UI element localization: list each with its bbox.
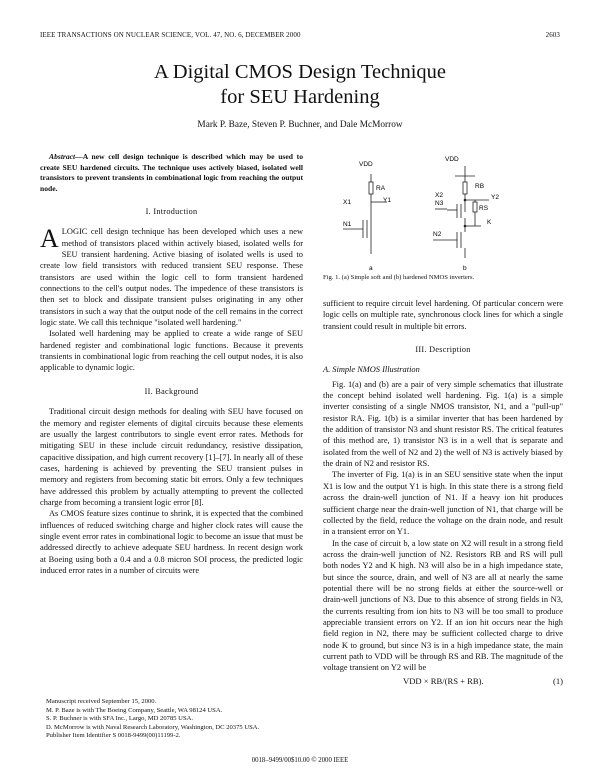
intro-paragraph-2: Isolated well hardening may be applied to create a wide range of SEU hardened register and combinational logic functions. Because it prevents transients in combinational logic from reaching the cell output nodes, it is also applicable to dynamic logic. [40,329,303,373]
equation-1 [323,676,563,687]
paper-title [0,60,600,110]
figure-1-schematic [323,152,563,284]
journal-name: IEEE TRANSACTIONS ON NUCLEAR SCIENCE, VOL. 47, NO. 6, DECEMBER 2000 [40,31,301,39]
drop-cap: A [40,224,59,254]
background-paragraph-1: Traditional circuit design methods for dealing with SEU have focused on the memory and register elements of digital circuits because these elements are usually the largest contributors to single event error rates. Methods for mitigating SEU in these include circuit redundancy, resistive dissipation, capacitive dissipation, and high current recovery [1]–[7]. In nearly all of these cases, hardening is achieved by preventing the SEU transient pulses in memory and registers from becoming static bit errors. Only a few techniques have addressed this problem by actually attempting to prevent the collected charge from becoming a transient logic error [8]. [40,407,303,507]
left-column [40,152,303,576]
label-n1: N1 [343,221,352,228]
section-heading-introduction: I. Introduction [145,207,198,216]
label-sub-a: a [369,265,373,272]
label-y1: Y1 [383,197,391,204]
page-number: 2603 [545,31,560,39]
abstract [40,152,303,194]
right-column [323,298,563,687]
label-y2: Y2 [491,194,499,201]
running-header [40,31,560,39]
title-line-2: for SEU Hardening [220,86,380,108]
section-heading-background: II. Background [144,386,199,396]
background-paragraph-2: As CMOS feature sizes continue to shrink, it is expected that the combined influences of reduced switching charge and higher clock rates will cause the single event error rates in combinational logic to become an issue that must be addressed directly to achieve adequate SEU hardness. In recent design work at Boeing using both a 0.4 and a 0.8 micron SOI process, the predicted logic induced error rates in a number of circuits were [40,509,303,575]
label-vdd-b: VDD [445,156,459,163]
label-ra: RA [376,185,386,192]
label-vdd-a: VDD [359,161,373,168]
label-k: K [487,219,492,226]
footnotes [40,698,303,741]
abstract-label: Abstract— [49,152,83,161]
footnote-received: Manuscript received September 15, 2000. [46,698,157,705]
label-x1: X1 [343,199,351,206]
intro-paragraph-1 [40,226,303,328]
figure-caption: Fig. 1. (a) Simple soft and (b) hardened NMOS inverters. [323,274,475,281]
authors: Mark P. Baze, Steven P. Buchner, and Dale McMorrow [197,120,403,130]
footnote-buchner: S. P. Buchner is with SFA Inc., Largo, MD 20785 USA. [46,715,194,723]
schematic-drawing [323,152,563,274]
equation-number: (1) [552,675,563,686]
intro-p1-text: LOGIC cell design technique has been developed which uses a new method of transistors placed within actively biased, isolated wells for SEU transient hardening. Active biasing of isolated wells is used to create low field transistors with reduced transient SEU response. These transistors are used within the logic cell to form transient hardened connections to the cell's output nodes. The impedence of these transistors is then set to block and dissipate transient pulses originating in any other transistors in such a way that the output node of the cell remains in the correct logic state. We call this technique "isolated well hardening." [40,227,303,328]
footnote-mcmorrow: D. McMorrow is with Naval Research Laboratory, Washington, DC 20375 USA. [46,723,260,731]
label-n3: N3 [435,200,444,207]
footnote-identifier: Publisher Item Identifier S 0018-9499(00)11199-2. [46,732,181,740]
section-heading-description: III. Description [415,345,471,355]
label-x2: X2 [435,192,443,199]
equation-text: VDD × RB/(RS + RB). [403,675,484,686]
abstract-text: A new cell design technique is described which may be used to create SEU hardened circuits. The technique uses actively biased, isolated well transistors to prevent transients in combinational logic from reaching the output node. [40,152,303,193]
subsection-heading-nmos: A. Simple NMOS Illustration [323,365,420,375]
label-sub-b: b [463,265,467,272]
footnote-baze: M. P. Baze is with The Boeing Company, Seattle, WA 98124 USA. [46,706,223,714]
continued-paragraph: sufficient to require circuit level hardening. Of particular concern were logic cells on multiple rate, synchronous clock lines for which a single transient could result in multiple bit errors. [323,299,563,331]
title-line-1: A Digital CMOS Design Technique [153,61,446,83]
copyright-line: 0018–9499/00$10.00 © 2000 IEEE [251,757,349,764]
description-paragraph-1: Fig. 1(a) and (b) are a pair of very simple schematics that illustrate the concept behind isolated well hardening. Fig. 1(a) is a simple inverter consisting of a single NMOS transistor, N1, and a "pull-up" resistor RA. Fig. 1(b) is a similar inverter that has been hardened by the addition of transistor N3 and shunt resistor RS. The critical features of this method are, 1) transistor N3 is in a well that is separate and isolated from the well of N2 and 2) the well of N3 is actively biased by the drain of N2 and resistor RS. [323,379,563,469]
label-n2: N2 [433,231,442,238]
description-paragraph-3: In the case of circuit b, a low state on X2 will result in a strong field across the drain-well junction of N2. Resistors RB and RS will pull both nodes Y2 and K high. N3 will also be in a high impedance state, but since the source, drain, and well of N3 are all at nearly the same potential there will be no strong fields at either the source-well or drain-well junctions of N3. Due to this absence of strong fields in N3, the currents resulting from ion hits to N3 will be too small to produce appreciable transient errors on Y2. If an ion hit occurs near the high field region in N2, there may be sufficient collected charge to drive node K to ground, but since N3 is in a high impedance state, the main current path to VDD will be through RS and RB. The magnitude of the voltage transient on Y2 will be [323,538,563,673]
label-rs: RS [479,205,489,212]
description-paragraph-2: The inverter of Fig. 1(a) is in an SEU sensitive state when the input X1 is low and the output Y1 is high. In this state there is a strong field across the drain-well junction of N1. If a heavy ion hit produces sufficient charge near the drain-well junction of N1, that charge will be collected by the field, reduce the voltage on the drain node, and result in a transient error on Y1. [323,470,563,537]
label-rb: RB [475,183,485,190]
